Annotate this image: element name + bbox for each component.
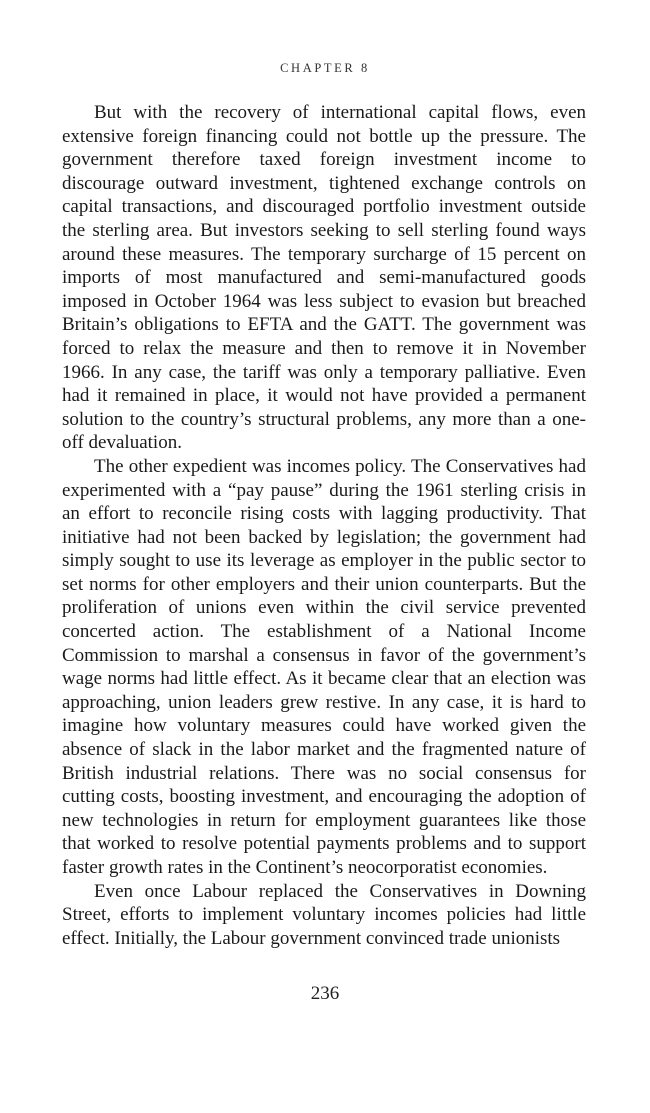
paragraph: But with the recovery of international capital flows, even extensive foreign financing could not bottle up the pressure. The government therefore taxed foreign investment income to discourage outward investment, tightened exchange controls on capital transactions, and discouraged portfolio investment outside the sterling area. But investors seeking to sell sterling found ways around these measures. The temporary surcharge of 15 percent on imports of most manufactured and semi-manufactured goods imposed in October 1964 was less subject to evasion but breached Britain’s obligations to EFTA and the GATT. The government was forced to relax the measure and then to remove it in November 1966. In any case, the tariff was only a temporary palliative. Even had it remained in place, it would not have provided a permanent solution to the country’s structural problems, any more than a one-off devaluation. [62, 102, 586, 454]
paragraph: The other expedient was incomes policy. The Conservatives had experimented with a “pay pause” during the 1961 sterling crisis in an effort to reconcile rising costs with lagging productivity. That initiative had not been backed by legislation; the government had simply sought to use its leverage as employer in the public sector to set norms for other employers and their union counterparts. But the proliferation of unions even within the civil service prevented concerted action. The establishment of a National Income Commission to marshal a consensus in favor of the government’s wage norms had little effect. As it became clear that an election was approaching, union leaders grew restive. In any case, it is hard to imagine how voluntary measures could have worked given the absence of slack in the labor market and the fragmented nature of British industrial relations. There was no social consensus for cutting costs, boosting investment, and encouraging the adoption of new technologies in return for employment guarantees like those that worked to resolve potential payments problems and to support faster growth rates in the Continent’s neocorporatist economies. [62, 455, 586, 878]
running-head: CHAPTER 8 [280, 61, 370, 75]
paragraph: Even once Labour replaced the Conservatives in Downing Street, efforts to implement voluntary incomes policies had little effect. Initially, the Labour government convinced trade unionists [62, 880, 586, 949]
body-text [62, 101, 586, 950]
page-number: 236 [310, 983, 340, 1004]
